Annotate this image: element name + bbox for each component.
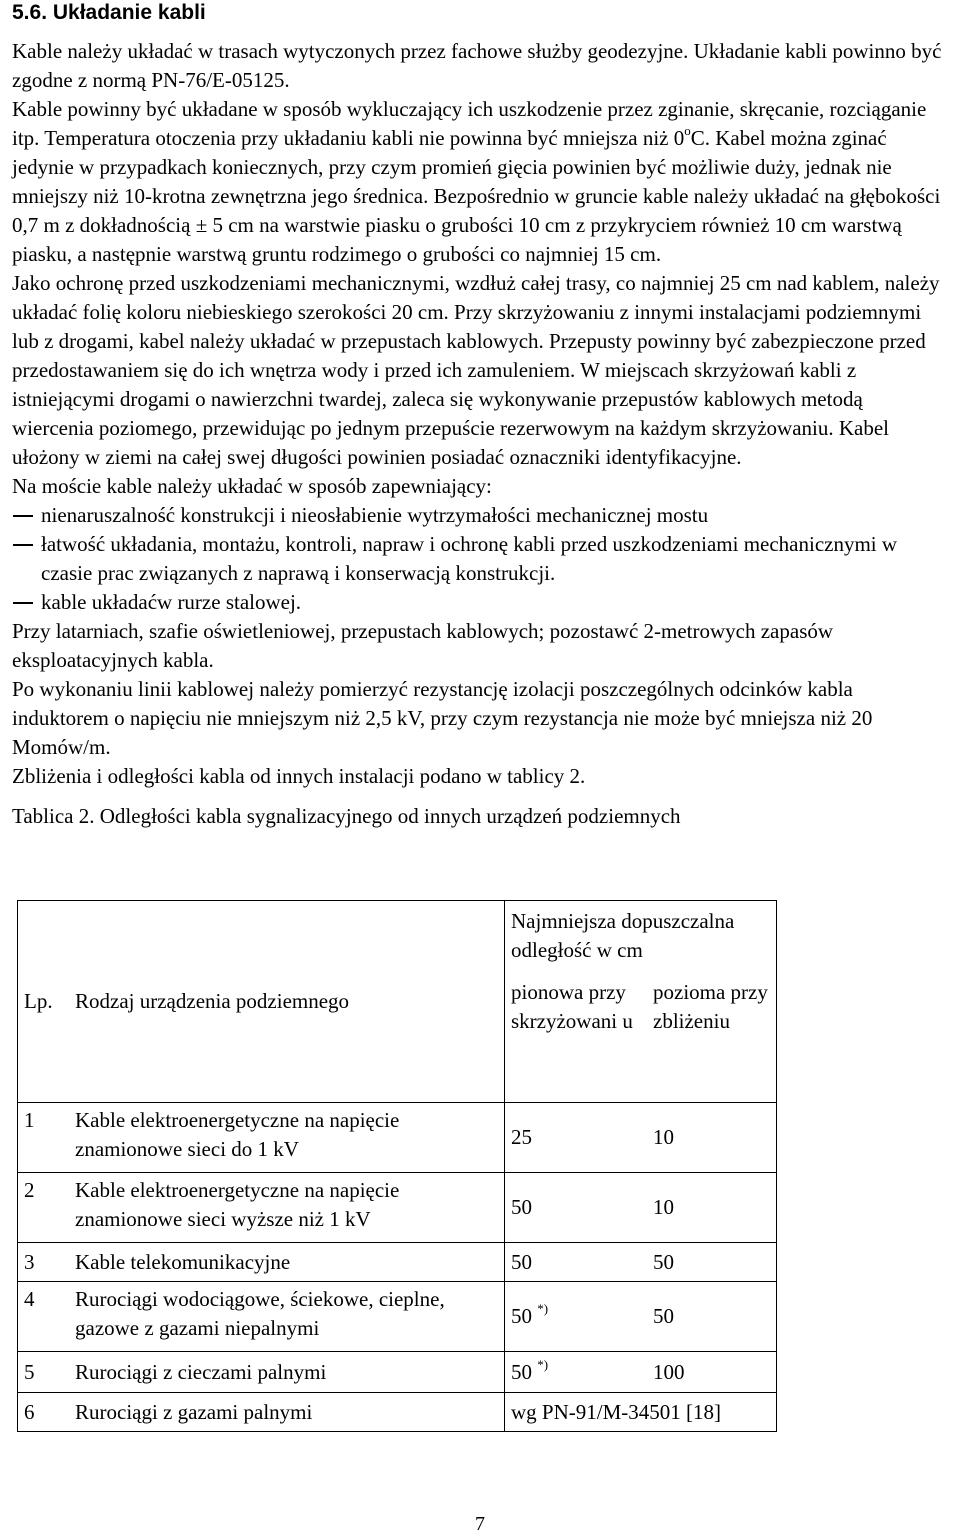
cell-device: Rurociągi z cieczami palnymi [69,1352,505,1393]
footnote-mark: *) [537,1356,549,1372]
cell-device: Kable elektroenergetyczne na napięcie znamionowe sieci do 1 kV [69,1103,505,1173]
bullet-list [12,501,948,617]
section-heading: 5.6. Układanie kabli [12,1,206,24]
table-row [18,1103,777,1173]
cell-device: Rurociągi z gazami palnymi [69,1393,505,1432]
paragraph [12,95,948,269]
table-caption: Tablica 2. Odległości kabla sygnalizacyjnego od innych urządzeń podziemnych [12,804,681,828]
header-horizontal: pozioma przy zbliżeniu [647,975,777,1103]
paragraph-text: Kable powinny być układane w sposób wykluczający ich uszkodzenie przez zginanie, skręcanie, rozciąganie itp. Temperatura otoczenia przy układaniu kabli nie powinna być mniejsza niż 0 [12,97,927,150]
cell-vertical: 50 [505,1243,648,1282]
cell-lp: 6 [18,1393,70,1432]
list-item: kable układaćw rurze stalowej. [12,588,948,617]
cell-lp: 2 [18,1173,70,1243]
section-body [12,37,948,831]
header-lp: Lp. [18,901,70,1103]
list-item: łatwość układania, montażu, kontroli, napraw i ochronę kabli przed uszkodzeniami mechanicznymi w czasie prac związanych z naprawą i konserwacją konstrukcji. [12,530,948,588]
page-number: 7 [475,1513,485,1535]
paragraph: Zbliżenia i odległości kabla od innych instalacji podano w tablicy 2. [12,764,586,788]
cell-horizontal: 50 [647,1243,777,1282]
cell-vertical: 50 [505,1173,648,1243]
cell-horizontal: 50 [647,1282,777,1352]
cell-lp: 1 [18,1103,70,1173]
cell-lp: 3 [18,1243,70,1282]
cell-horizontal: 10 [647,1173,777,1243]
header-device-type: Rodzaj urządzenia podziemnego [69,901,505,1103]
cell-vertical [505,1352,648,1393]
paragraph: Kable należy układać w trasach wytyczonych przez fachowe służby geodezyjne. Układanie kabli powinno być zgodne z normą PN-76/E-05125. [12,39,942,92]
distance-table [17,900,777,1432]
paragraph: Po wykonaniu linii kablowej należy pomierzyć rezystancję izolacji poszczególnych odcinków kabla induktorem o napięciu nie mniejszym niż 2,5 kV, przy czym rezystancja nie może być mniejsza niż 20 Momów/m. [12,677,873,759]
table-header-row [18,901,777,976]
cell-horizontal: 100 [647,1352,777,1393]
table-row [18,1393,777,1432]
cell-device: Rurociągi wodociągowe, ściekowe, cieplne, gazowe z gazami niepalnymi [69,1282,505,1352]
cell-device: Kable elektroenergetyczne na napięcie znamionowe sieci wyższe niż 1 kV [69,1173,505,1243]
cell-horizontal: 10 [647,1103,777,1173]
cell-lp: 5 [18,1352,70,1393]
table-row [18,1352,777,1393]
cell-value: 50 [511,1359,532,1384]
paragraph-text: C. Kabel można zginać jedynie w przypadkach koniecznych, przy czym promień gięcia powinien być możliwie duży, jednak nie mniejszy niż 10-krotna zewnętrzna jego średnica. Bezpośrednio w gruncie kable należy układać na głębokości 0,7 m z dokładnością ± 5 cm na warstwie piasku o grubości 10 cm z przykryciem również 10 cm warstwą piasku, a następnie warstwą gruntu rodzimego o grubości co najmniej 15 cm. [12,126,941,266]
header-min-distance: Najmniejsza dopuszczalna odległość w cm [505,901,777,976]
cell-vertical [505,1282,648,1352]
paragraph: Przy latarniach, szafie oświetleniowej, przepustach kablowych; pozostawć 2-metrowych zapasów eksploatacyjnych kabla. [12,619,834,672]
cell-device: Kable telekomunikacyjne [69,1243,505,1282]
cell-lp: 4 [18,1282,70,1352]
footnote-mark: *) [537,1301,549,1316]
cell-value: 50 [511,1304,532,1328]
cell-combined: wg PN-91/M-34501 [18] [505,1393,777,1432]
list-item: nienaruszalność konstrukcji i nieosłabienie wytrzymałości mechanicznej mostu [12,501,948,530]
degree-superscript: o [684,123,691,138]
paragraph: Na moście kable należy układać w sposób zapewniający: [12,474,492,498]
paragraph: Jako ochronę przed uszkodzeniami mechanicznymi, wzdłuż całej trasy, co najmniej 25 cm nad kablem, należy układać folię koloru niebieskiego szerokości 20 cm. Przy skrzyżowaniu z innymi instalacjami podziemnymi lub z drogami, kabel należy układać w przepustach kablowych. Przepusty powinny być zabezpieczone przed przedostawaniem się do ich wnętrza wody i przed ich zamuleniem. W miejscach skrzyżowań kabli z istniejącymi drogami o nawierzchni twardej, zaleca się wykonywanie przepustów kablowych metodą wiercenia poziomego, przewidując po jednym przepuście rezerwowym na każdym skrzyżowaniu. Kabel ułożony w ziemi na całej swej długości powinien posiadać oznaczniki identyfikacyjne. [12,271,940,469]
table-row [18,1243,777,1282]
table-row [18,1173,777,1243]
cell-vertical: 25 [505,1103,648,1173]
header-vertical: pionowa przy skrzyżowani u [505,975,648,1103]
table-row [18,1282,777,1352]
